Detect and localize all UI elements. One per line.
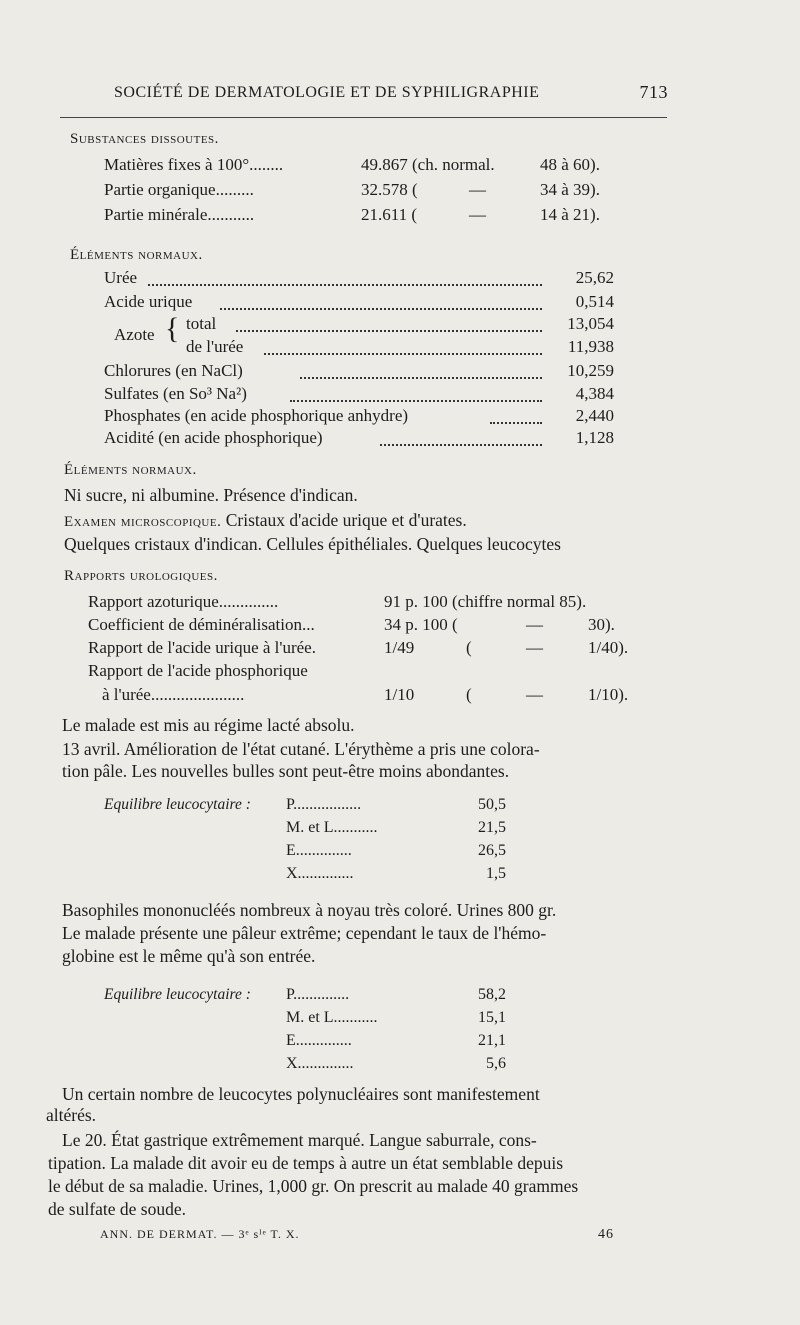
rapport-label: Rapport de l'acide phosphorique <box>88 661 308 680</box>
rapport-open: ( <box>466 638 472 657</box>
equilibre-key: X.............. <box>286 865 354 882</box>
substance-normal: 48 à 60). <box>540 155 600 174</box>
paragraph-line: tipation. La malade dit avoir eu de temps à autre un état semblable depuis <box>48 1153 564 1173</box>
rapport-value: 91 p. 100 (chiffre normal 85). <box>384 592 587 611</box>
footer-signature: 46 <box>598 1227 614 1242</box>
equilibre-value: 26,5 <box>478 842 506 859</box>
running-title: SOCIÉTÉ DE DERMATOLOGIE ET DE SYPHILIGRAPHIE <box>114 84 540 101</box>
equilibre-value: 15,1 <box>478 1009 506 1026</box>
leader-dots <box>490 412 542 424</box>
rapport-row <box>88 638 628 660</box>
paragraph-line: Basophiles mononucléés nombreux à noyau très coloré. Urines 800 gr. <box>62 900 557 920</box>
abnormal-heading: Éléments normaux. <box>64 462 197 478</box>
element-label: Urée <box>104 268 138 287</box>
header-rule <box>60 117 667 118</box>
rapport-label: Rapport azoturique.............. <box>88 592 279 611</box>
paragraph-line: Le 20. État gastrique extrêmement marqué. Langue saburrale, cons- <box>62 1130 537 1150</box>
substance-row <box>104 155 624 177</box>
substance-label: Partie organique......... <box>104 180 254 199</box>
element-label: Sulfates (en So³ Na²) <box>104 384 247 403</box>
equilibre-row <box>286 986 506 1008</box>
leader-dots <box>148 274 542 286</box>
element-label: Phosphates (en acide phosphorique anhydre) <box>104 406 409 425</box>
equilibre-key: P.............. <box>286 986 350 1003</box>
rapport-normal: 1/10). <box>588 685 629 704</box>
substance-dash: — <box>469 180 486 199</box>
rapport-normal: 30). <box>588 615 615 634</box>
substance-value: 32.578 ( <box>361 180 418 199</box>
rapport-label: Rapport de l'acide urique à l'urée. <box>88 638 316 657</box>
equilibre-row <box>286 865 506 887</box>
paragraph-line: Un certain nombre de leucocytes polynucléaires sont manifestement <box>62 1084 540 1104</box>
substance-label: Partie minérale........... <box>104 205 255 224</box>
paragraph-line: le début de sa maladie. Urines, 1,000 gr. On prescrit au malade 40 grammes <box>48 1176 579 1196</box>
paragraph: Le malade est mis au régime lacté absolu. <box>62 715 355 735</box>
rapports-heading: Rapports urologiques. <box>64 568 218 584</box>
exam-line <box>64 510 467 531</box>
equilibre-value: 5,6 <box>486 1055 506 1072</box>
substances-heading: Substances dissoutes. <box>70 131 219 147</box>
brace-glyph: { <box>165 312 180 345</box>
rapport-normal: 1/40). <box>588 638 629 657</box>
paragraph-line: globine est le même qu'à son entrée. <box>62 946 316 966</box>
paragraph-line: de sulfate de soude. <box>48 1199 187 1219</box>
rapport-row <box>88 615 628 637</box>
substance-dash: — <box>469 205 486 224</box>
rapport-row <box>88 685 628 707</box>
equilibre-value: 1,5 <box>486 865 506 882</box>
substance-normal: 14 à 21). <box>540 205 600 224</box>
equilibre-row <box>286 842 506 864</box>
element-row <box>104 337 614 359</box>
leader-dots <box>290 390 542 402</box>
substance-normal: 34 à 39). <box>540 180 600 199</box>
element-value: 0,514 <box>575 292 614 311</box>
equilibre-key: P................. <box>286 796 362 813</box>
element-value: 13,054 <box>567 314 614 333</box>
footer-journal: ANN. DE DERMAT. — 3ᵉ sᴵᵉ T. X. <box>100 1227 300 1241</box>
equilibre-label: Equilibre leucocytaire : <box>104 986 251 1003</box>
rapport-dash: — <box>526 685 543 704</box>
rapport-dash: — <box>526 615 543 634</box>
rapport-open: ( <box>466 685 472 704</box>
rapport-row <box>88 661 628 683</box>
element-value: 25,62 <box>575 268 614 287</box>
element-row <box>104 361 614 383</box>
rapport-label: Coefficient de déminéralisation... <box>88 615 315 634</box>
element-label: Chlorures (en NaCl) <box>104 361 243 380</box>
leader-dots <box>236 320 542 332</box>
equilibre-value: 50,5 <box>478 796 506 813</box>
element-value: 4,384 <box>575 384 614 403</box>
equilibre-row <box>286 1009 506 1031</box>
rapport-value: 1/49 <box>384 638 415 657</box>
element-row <box>104 384 614 406</box>
equilibre-key: E.............. <box>286 842 352 859</box>
substance-value: 49.867 (ch. normal. <box>361 155 495 174</box>
equilibre-row <box>286 1032 506 1054</box>
element-row <box>104 268 614 290</box>
element-label: Acidité (en acide phosphorique) <box>104 428 323 447</box>
element-label: total <box>186 314 217 333</box>
leader-dots <box>300 367 542 379</box>
page-number: 713 <box>639 82 668 102</box>
rapport-value: 34 p. 100 ( <box>384 615 458 634</box>
leader-dots <box>380 434 542 446</box>
element-value: 10,259 <box>567 361 614 380</box>
substance-value: 21.611 ( <box>361 205 418 224</box>
element-value: 11,938 <box>567 337 614 356</box>
equilibre-label: Equilibre leucocytaire : <box>104 796 251 813</box>
rapport-value: 1/10 <box>384 685 415 704</box>
equilibre-value: 21,5 <box>478 819 506 836</box>
paragraph-line: tion pâle. Les nouvelles bulles sont peut-être moins abondantes. <box>62 761 510 781</box>
equilibre-row <box>286 1055 506 1077</box>
element-label: Acide urique <box>104 292 193 311</box>
element-row <box>104 292 614 314</box>
substance-row <box>104 180 624 202</box>
substance-row <box>104 205 624 227</box>
substance-label: Matières fixes à 100°........ <box>104 155 284 174</box>
equilibre-key: M. et L........... <box>286 819 378 836</box>
rapport-row <box>88 592 628 614</box>
rapport-dash: — <box>526 638 543 657</box>
abnormal-line: Ni sucre, ni albumine. Présence d'indican. <box>64 485 358 505</box>
element-row <box>104 428 614 450</box>
paragraph-line: 13 avril. Amélioration de l'état cutané. L'érythème a pris une colora- <box>62 739 540 759</box>
equilibre-row <box>286 819 506 841</box>
paragraph-line: Le malade présente une pâleur extrême; cependant le taux de l'hémo- <box>62 923 547 943</box>
element-row <box>104 314 614 336</box>
equilibre-row <box>286 796 506 818</box>
elements-heading: Éléments normaux. <box>70 247 203 263</box>
abnormal-line: Quelques cristaux d'indican. Cellules épithéliales. Quelques leucocytes <box>64 534 561 554</box>
equilibre-key: X.............. <box>286 1055 354 1072</box>
equilibre-value: 21,1 <box>478 1032 506 1049</box>
paragraph-line: altérés. <box>46 1105 97 1125</box>
equilibre-value: 58,2 <box>478 986 506 1003</box>
element-value: 1,128 <box>575 428 614 447</box>
equilibre-key: M. et L........... <box>286 1009 378 1026</box>
leader-dots <box>264 343 542 355</box>
element-label: de l'urée <box>186 337 244 356</box>
element-value: 2,440 <box>575 406 614 425</box>
azote-label: Azote <box>114 325 155 344</box>
rapport-label: à l'urée...................... <box>102 685 245 704</box>
exam-text: Cristaux d'acide urique et d'urates. <box>225 510 467 530</box>
equilibre-key: E.............. <box>286 1032 352 1049</box>
exam-label: Examen microscopique. <box>64 514 222 530</box>
leader-dots <box>220 298 542 310</box>
element-row <box>104 406 614 428</box>
